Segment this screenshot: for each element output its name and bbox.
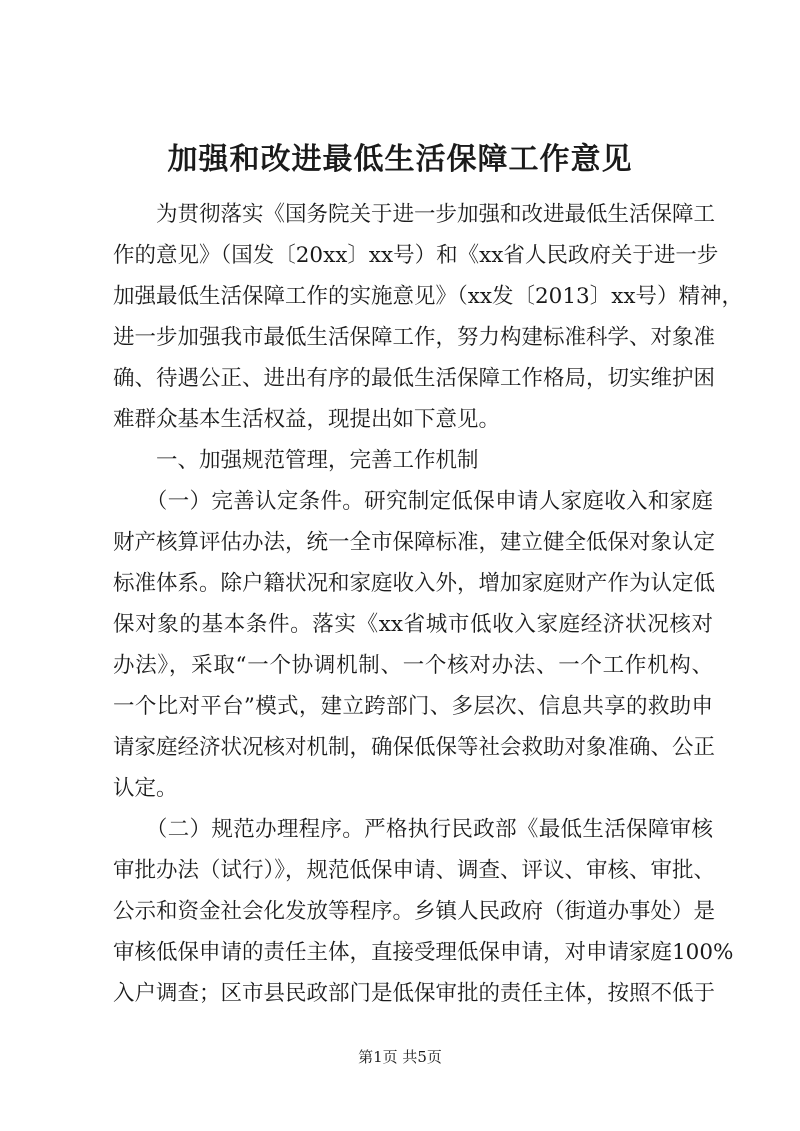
body-line: 为贯彻落实《国务院关于进一步加强和改进最低生活保障工 bbox=[113, 202, 716, 227]
body-line: 标准体系。除户籍状况和家庭收入外，增加家庭财产作为认定低 bbox=[113, 571, 716, 596]
body-line: 入户调查；区市县民政部门是低保审批的责任主体，按照不低于 bbox=[113, 981, 716, 1006]
body-line: 难群众基本生活权益，现提出如下意见。 bbox=[113, 407, 501, 432]
body-line: 公示和资金社会化发放等程序。乡镇人民政府（街道办事处）是 bbox=[113, 899, 716, 924]
body-line: 保对象的基本条件。落实《xx省城市低收入家庭经济状况核对 bbox=[113, 612, 713, 637]
body-line: 财产核算评估办法，统一全市保障标准，建立健全低保对象认定 bbox=[113, 530, 716, 555]
section-heading: 一、加强规范管理，完善工作机制 bbox=[113, 448, 479, 473]
body-line: 一个比对平台”模式，建立跨部门、多层次、信息共享的救助申 bbox=[113, 694, 713, 719]
body-line: （二）规范办理程序。严格执行民政部《最低生活保障审核 bbox=[113, 817, 713, 842]
body-line: 进一步加强我市最低生活保障工作，努力构建标准科学、对象准 bbox=[113, 325, 716, 350]
body-line: 办法》，采取“一个协调机制、一个核对办法、一个工作机构、 bbox=[113, 653, 713, 678]
body-line: 加强最低生活保障工作的实施意见》（xx发〔2013〕xx号）精神， bbox=[113, 284, 743, 309]
document-title: 加强和改进最低生活保障工作意见 bbox=[167, 142, 633, 177]
page-number: 第1页 共5页 bbox=[358, 1048, 442, 1066]
body-line: 审批办法（试行）》，规范低保申请、调查、评议、审核、审批、 bbox=[113, 858, 716, 883]
body-line: 认定。 bbox=[113, 776, 178, 801]
body-line: 请家庭经济状况核对机制，确保低保等社会救助对象准确、公正 bbox=[113, 735, 716, 760]
body-line: 作的意见》（国发〔20xx〕xx号）和《xx省人民政府关于进一步 bbox=[113, 243, 719, 268]
body-line: 确、待遇公正、进出有序的最低生活保障工作格局，切实维护困 bbox=[113, 366, 716, 391]
body-line: （一）完善认定条件。研究制定低保申请人家庭收入和家庭 bbox=[113, 489, 713, 514]
body-line: 审核低保申请的责任主体，直接受理低保申请，对申请家庭100% bbox=[113, 940, 734, 965]
